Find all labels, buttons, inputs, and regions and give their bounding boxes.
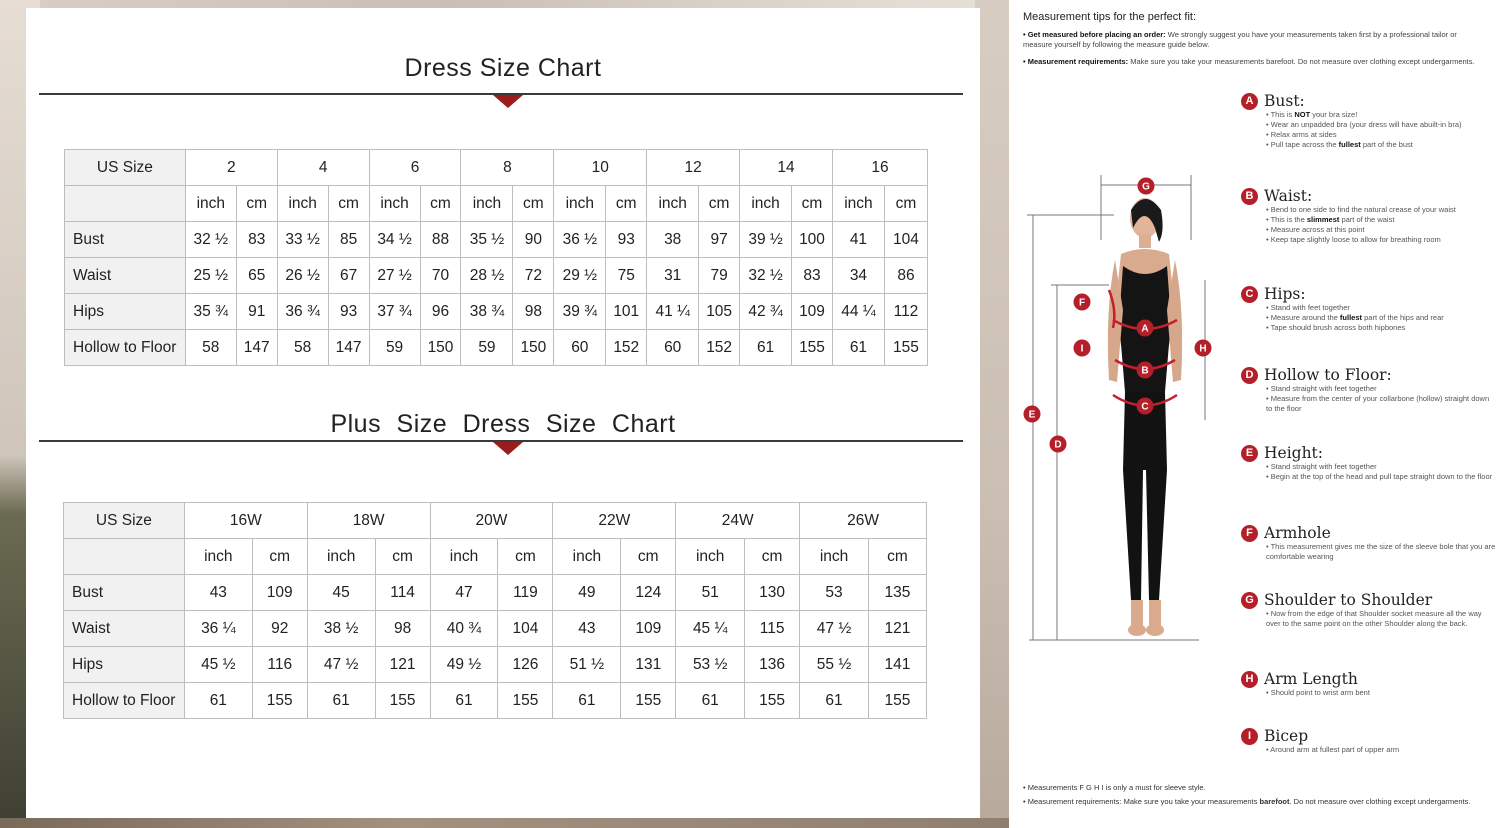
measurement-value: 32 ½ [185, 222, 236, 258]
tip-line: • This is the slimmest part of the waist [1266, 215, 1395, 224]
tip-line: • Tape should brush across both hipbones [1266, 323, 1406, 332]
measurement-value: 141 [868, 647, 926, 683]
measurement-value: 60 [647, 330, 699, 366]
measurement-value: 36 ½ [554, 222, 606, 258]
tip-line: • Measure across at this point [1266, 225, 1365, 234]
dress-size-table [64, 149, 928, 366]
row-label: Hips [65, 294, 186, 330]
measurement-value: 72 [513, 258, 554, 294]
unit-cm: cm [375, 539, 430, 575]
measurement-value: 126 [498, 647, 553, 683]
measurement-value: 155 [884, 330, 927, 366]
measurement-value: 155 [375, 683, 430, 719]
unit-inch: inch [554, 186, 606, 222]
measurement-value: 98 [375, 611, 430, 647]
measurement-value: 35 ¾ [185, 294, 236, 330]
emphasis: fullest [1339, 313, 1363, 322]
measurement-figure-illustration [1009, 170, 1239, 650]
tip-heading [1241, 366, 1496, 384]
measurement-value: 119 [498, 575, 553, 611]
figure-marker-label: G [1142, 181, 1150, 193]
tip-line: • This measurement gives me the size of the sleeve bole that you are comfortable wearing [1266, 542, 1496, 561]
measurement-value: 49 [553, 575, 621, 611]
unit-cm: cm [328, 186, 369, 222]
measurement-value: 155 [868, 683, 926, 719]
measurement-value: 121 [868, 611, 926, 647]
measurement-value: 38 [647, 222, 699, 258]
red-triangle-marker [493, 442, 523, 455]
size-heading: 8 [461, 150, 554, 186]
measurement-value: 31 [647, 258, 699, 294]
size-chart-panel [26, 8, 980, 818]
measurement-value: 135 [868, 575, 926, 611]
measurement-value: 39 ½ [740, 222, 792, 258]
measurement-value: 55 ½ [800, 647, 869, 683]
letter-badge: E [1241, 445, 1258, 462]
size-heading: 16 [832, 150, 927, 186]
tip-hollow-to-floor [1241, 366, 1496, 414]
dress-size-chart-title: Dress Size Chart [404, 54, 602, 82]
table-row [64, 611, 927, 647]
size-heading: 24W [676, 503, 800, 539]
tip-title: Hollow to Floor: [1264, 366, 1392, 384]
measurement-value: 61 [553, 683, 621, 719]
background-divider [975, 0, 1010, 828]
tip-line: • Measure around the fullest part of the hips and rear [1266, 313, 1444, 322]
unit-inch: inch [832, 186, 884, 222]
measurement-value: 105 [699, 294, 740, 330]
measurement-value: 41 ¼ [647, 294, 699, 330]
measurement-value: 109 [792, 294, 833, 330]
measurement-value: 59 [369, 330, 420, 366]
measurement-value: 83 [236, 222, 277, 258]
unit-cm: cm [606, 186, 647, 222]
size-heading: 18W [307, 503, 430, 539]
unit-cm: cm [745, 539, 800, 575]
letter-badge: F [1241, 525, 1258, 542]
measurement-value: 44 ¼ [832, 294, 884, 330]
unit-cm: cm [252, 539, 307, 575]
unit-header-row [64, 539, 927, 575]
tip-bust [1241, 92, 1496, 150]
unit-inch: inch [369, 186, 420, 222]
measurement-value: 61 [832, 330, 884, 366]
measurement-value: 59 [461, 330, 513, 366]
tip-heading [1241, 670, 1496, 688]
intro-note-1-label: • Get measured before placing an order: [1023, 30, 1166, 39]
unit-inch: inch [676, 539, 745, 575]
measurement-value: 155 [498, 683, 553, 719]
figure-marker-label: I [1080, 343, 1084, 355]
table-row [65, 294, 928, 330]
row-label: Hollow to Floor [65, 330, 186, 366]
tip-title: Bust: [1264, 92, 1305, 110]
measurement-value: 42 ¾ [740, 294, 792, 330]
unit-inch: inch [307, 539, 375, 575]
table-row [65, 330, 928, 366]
measurement-value: 45 [307, 575, 375, 611]
size-heading: 12 [647, 150, 740, 186]
measurement-value: 92 [252, 611, 307, 647]
unit-header-row [65, 186, 928, 222]
tip-heading [1241, 285, 1496, 303]
measurement-value: 100 [792, 222, 833, 258]
measurement-value: 79 [699, 258, 740, 294]
tip-line: • Keep tape slightly loose to allow for breathing room [1266, 235, 1441, 244]
footer-note-2-text-b: . Do not measure over clothing except undergarments. [1289, 797, 1471, 806]
tips-heading: Measurement tips for the perfect fit: [1023, 11, 1197, 23]
measurement-value: 37 ¾ [369, 294, 420, 330]
tip-line: • Relax arms at sides [1266, 130, 1337, 139]
measurement-value: 147 [236, 330, 277, 366]
measurement-value: 34 [832, 258, 884, 294]
background-bottom [0, 818, 1010, 828]
measurement-value: 96 [420, 294, 461, 330]
unit-inch: inch [740, 186, 792, 222]
unit-inch: inch [277, 186, 328, 222]
measurement-value: 109 [252, 575, 307, 611]
tip-arm-length [1241, 670, 1496, 698]
tip-line: • Stand with feet together [1266, 303, 1350, 312]
measurement-tips-panel [1009, 0, 1500, 828]
intro-note-1-text: We strongly suggest you have your measurements taken first by a professional tailor or measure yourself by following the measure guide below. [1023, 30, 1457, 49]
female-figure [1108, 198, 1182, 636]
unit-inch: inch [647, 186, 699, 222]
letter-badge: D [1241, 367, 1258, 384]
unit-cm: cm [498, 539, 553, 575]
measurement-value: 45 ½ [184, 647, 252, 683]
tip-line: • Measure from the center of your collarbone (hollow) straight down to the floor [1266, 394, 1490, 413]
measurement-value: 51 ½ [553, 647, 621, 683]
measurement-value: 115 [745, 611, 800, 647]
measurement-value: 51 [676, 575, 745, 611]
figure-marker-label: E [1028, 409, 1036, 421]
measurement-value: 26 ½ [277, 258, 328, 294]
measurement-value: 70 [420, 258, 461, 294]
measurement-value: 85 [328, 222, 369, 258]
intro-note-2 [1023, 57, 1488, 67]
tip-line: • Stand straight with feet together [1266, 384, 1377, 393]
measurement-value: 61 [740, 330, 792, 366]
measurement-value: 91 [236, 294, 277, 330]
tip-shoulder-to-shoulder [1241, 591, 1496, 629]
measurement-value: 47 ½ [307, 647, 375, 683]
footer-note-1: • Measurements F G H I is only a must for sleeve style. [1023, 783, 1206, 792]
tip-heading [1241, 92, 1496, 110]
footer-note-2-text-a: • Measurement requirements: Make sure you take your measurements [1023, 797, 1260, 806]
measurement-value: 36 ¼ [184, 611, 252, 647]
size-heading: 2 [185, 150, 277, 186]
intro-note-2-text: Make sure you take your measurements barefoot. Do not measure over clothing except undergarments. [1128, 57, 1475, 66]
measurement-value: 36 ¾ [277, 294, 328, 330]
tip-hips [1241, 285, 1496, 333]
letter-badge: B [1241, 188, 1258, 205]
measurement-value: 93 [606, 222, 647, 258]
measurement-value: 130 [745, 575, 800, 611]
measurement-value: 88 [420, 222, 461, 258]
measurement-value: 150 [513, 330, 554, 366]
footer-note-2-bold: barefoot [1259, 797, 1290, 806]
blank-label-cell [64, 539, 185, 575]
measurement-value: 75 [606, 258, 647, 294]
size-header-row [65, 150, 928, 186]
red-triangle-marker [493, 95, 523, 108]
tip-title: Armhole [1264, 524, 1331, 542]
size-heading: 26W [800, 503, 927, 539]
measurement-value: 32 ½ [740, 258, 792, 294]
letter-badge: I [1241, 728, 1258, 745]
measurement-value: 61 [307, 683, 375, 719]
measurement-value: 58 [185, 330, 236, 366]
tip-heading [1241, 187, 1496, 205]
letter-badge: A [1241, 93, 1258, 110]
tip-height [1241, 444, 1496, 482]
measurement-value: 34 ½ [369, 222, 420, 258]
measurement-value: 116 [252, 647, 307, 683]
measurement-value: 47 [430, 575, 498, 611]
unit-cm: cm [699, 186, 740, 222]
table-row [65, 222, 928, 258]
measurement-value: 97 [699, 222, 740, 258]
measurement-value: 101 [606, 294, 647, 330]
tip-title: Height: [1264, 444, 1324, 462]
tip-armhole [1241, 524, 1496, 562]
tip-heading [1241, 727, 1496, 745]
measurement-value: 152 [606, 330, 647, 366]
figure-marker-label: F [1078, 297, 1086, 309]
size-heading: 14 [740, 150, 833, 186]
plus-size-table [63, 502, 927, 719]
measurement-value: 136 [745, 647, 800, 683]
letter-badge: H [1241, 671, 1258, 688]
measurement-value: 61 [676, 683, 745, 719]
tip-heading [1241, 591, 1496, 609]
tip-line: • Should point to wrist arm bent [1266, 688, 1370, 697]
measurement-value: 155 [621, 683, 676, 719]
tip-line: • Now from the edge of that Shoulder socket measure all the way over to the same point on the other Shoulder along the back. [1266, 609, 1482, 628]
intro-note-2-label: • Measurement requirements: [1023, 57, 1129, 66]
measurement-value: 61 [430, 683, 498, 719]
unit-cm: cm [236, 186, 277, 222]
letter-badge: G [1241, 592, 1258, 609]
row-label: Waist [65, 258, 186, 294]
measurement-value: 60 [554, 330, 606, 366]
measurement-value: 65 [236, 258, 277, 294]
tip-title: Bicep [1264, 727, 1309, 745]
measurement-value: 27 ½ [369, 258, 420, 294]
unit-inch: inch [800, 539, 869, 575]
tip-line: • Pull tape across the fullest part of the bust [1266, 140, 1413, 149]
unit-inch: inch [553, 539, 621, 575]
measurement-value: 61 [184, 683, 252, 719]
measurement-value: 29 ½ [554, 258, 606, 294]
row-label: Bust [64, 575, 185, 611]
row-label: Hips [64, 647, 185, 683]
unit-inch: inch [461, 186, 513, 222]
unit-cm: cm [621, 539, 676, 575]
measurement-value: 98 [513, 294, 554, 330]
tip-waist [1241, 187, 1496, 245]
tip-title: Waist: [1264, 187, 1313, 205]
size-heading: 6 [369, 150, 461, 186]
measurement-value: 114 [375, 575, 430, 611]
emphasis: NOT [1294, 110, 1311, 119]
measurement-value: 155 [792, 330, 833, 366]
measurement-value: 41 [832, 222, 884, 258]
unit-cm: cm [884, 186, 927, 222]
measurement-value: 38 ½ [307, 611, 375, 647]
measurement-value: 53 [800, 575, 869, 611]
unit-cm: cm [868, 539, 926, 575]
measurement-value: 40 ¾ [430, 611, 498, 647]
measurement-value: 43 [184, 575, 252, 611]
tip-line: • Begin at the top of the head and pull tape straight down to the floor [1266, 472, 1493, 481]
unit-cm: cm [792, 186, 833, 222]
table-row [64, 575, 927, 611]
size-heading: 10 [554, 150, 647, 186]
measurement-value: 67 [328, 258, 369, 294]
tip-line: • Bend to one side to find the natural crease of your waist [1266, 205, 1456, 214]
figure-marker-label: D [1054, 439, 1062, 451]
measurement-value: 109 [621, 611, 676, 647]
tip-title: Arm Length [1264, 670, 1358, 688]
letter-badge: C [1241, 286, 1258, 303]
size-heading: 20W [430, 503, 553, 539]
figure-marker-label: B [1141, 365, 1149, 377]
measurement-value: 155 [252, 683, 307, 719]
measurement-value: 35 ½ [461, 222, 513, 258]
measurement-value: 152 [699, 330, 740, 366]
size-header-row [64, 503, 927, 539]
measurement-value: 147 [328, 330, 369, 366]
size-heading: 4 [277, 150, 369, 186]
measurement-value: 83 [792, 258, 833, 294]
measurement-value: 28 ½ [461, 258, 513, 294]
unit-cm: cm [513, 186, 554, 222]
measurement-value: 155 [745, 683, 800, 719]
measurement-value: 43 [553, 611, 621, 647]
unit-inch: inch [430, 539, 498, 575]
tip-title: Shoulder to Shoulder [1264, 591, 1433, 609]
measurement-value: 131 [621, 647, 676, 683]
measurement-value: 90 [513, 222, 554, 258]
measurement-value: 25 ½ [185, 258, 236, 294]
blank-label-cell [65, 186, 186, 222]
unit-inch: inch [185, 186, 236, 222]
tip-title: Hips: [1264, 285, 1306, 303]
unit-inch: inch [184, 539, 252, 575]
row-label: Waist [64, 611, 185, 647]
measurement-value: 124 [621, 575, 676, 611]
row-label: Hollow to Floor [64, 683, 185, 719]
unit-cm: cm [420, 186, 461, 222]
emphasis: slimmest [1306, 215, 1340, 224]
figure-marker-label: A [1141, 323, 1149, 335]
tip-heading [1241, 444, 1496, 462]
emphasis: fullest [1338, 140, 1361, 149]
size-heading: 22W [553, 503, 676, 539]
measurement-value: 150 [420, 330, 461, 366]
measurement-value: 104 [884, 222, 927, 258]
measurement-value: 45 ¼ [676, 611, 745, 647]
tip-heading [1241, 524, 1496, 542]
tip-line: • Stand straight with feet together [1266, 462, 1377, 471]
table-row [64, 647, 927, 683]
intro-note-1 [1023, 30, 1488, 50]
tip-line: • Wear an unpadded bra (your dress will have abuilt-in bra) [1266, 120, 1462, 129]
measurement-guide-lines [1027, 175, 1205, 640]
measurement-value: 47 ½ [800, 611, 869, 647]
table-row [65, 258, 928, 294]
size-heading: 16W [184, 503, 307, 539]
measurement-value: 49 ½ [430, 647, 498, 683]
measurement-value: 93 [328, 294, 369, 330]
measurement-value: 53 ½ [676, 647, 745, 683]
measurement-value: 104 [498, 611, 553, 647]
footer-note-2 [1023, 797, 1497, 807]
measurement-value: 112 [884, 294, 927, 330]
row-label: Bust [65, 222, 186, 258]
measurement-value: 38 ¾ [461, 294, 513, 330]
plus-size-chart-title: Plus Size Dress Size Chart [330, 410, 676, 438]
tip-line: • Around arm at fullest part of upper arm [1266, 745, 1400, 754]
measurement-value: 61 [800, 683, 869, 719]
figure-marker-label: C [1141, 401, 1149, 413]
measurement-value: 33 ½ [277, 222, 328, 258]
figure-marker-label: H [1199, 343, 1207, 355]
us-size-label: US Size [64, 503, 185, 539]
measurement-value: 39 ¾ [554, 294, 606, 330]
us-size-label: US Size [65, 150, 186, 186]
measurement-value: 58 [277, 330, 328, 366]
measurement-value: 86 [884, 258, 927, 294]
table-row [64, 683, 927, 719]
measurement-value: 121 [375, 647, 430, 683]
tip-bicep [1241, 727, 1496, 755]
tip-line: • This is NOT your bra size! [1266, 110, 1358, 119]
